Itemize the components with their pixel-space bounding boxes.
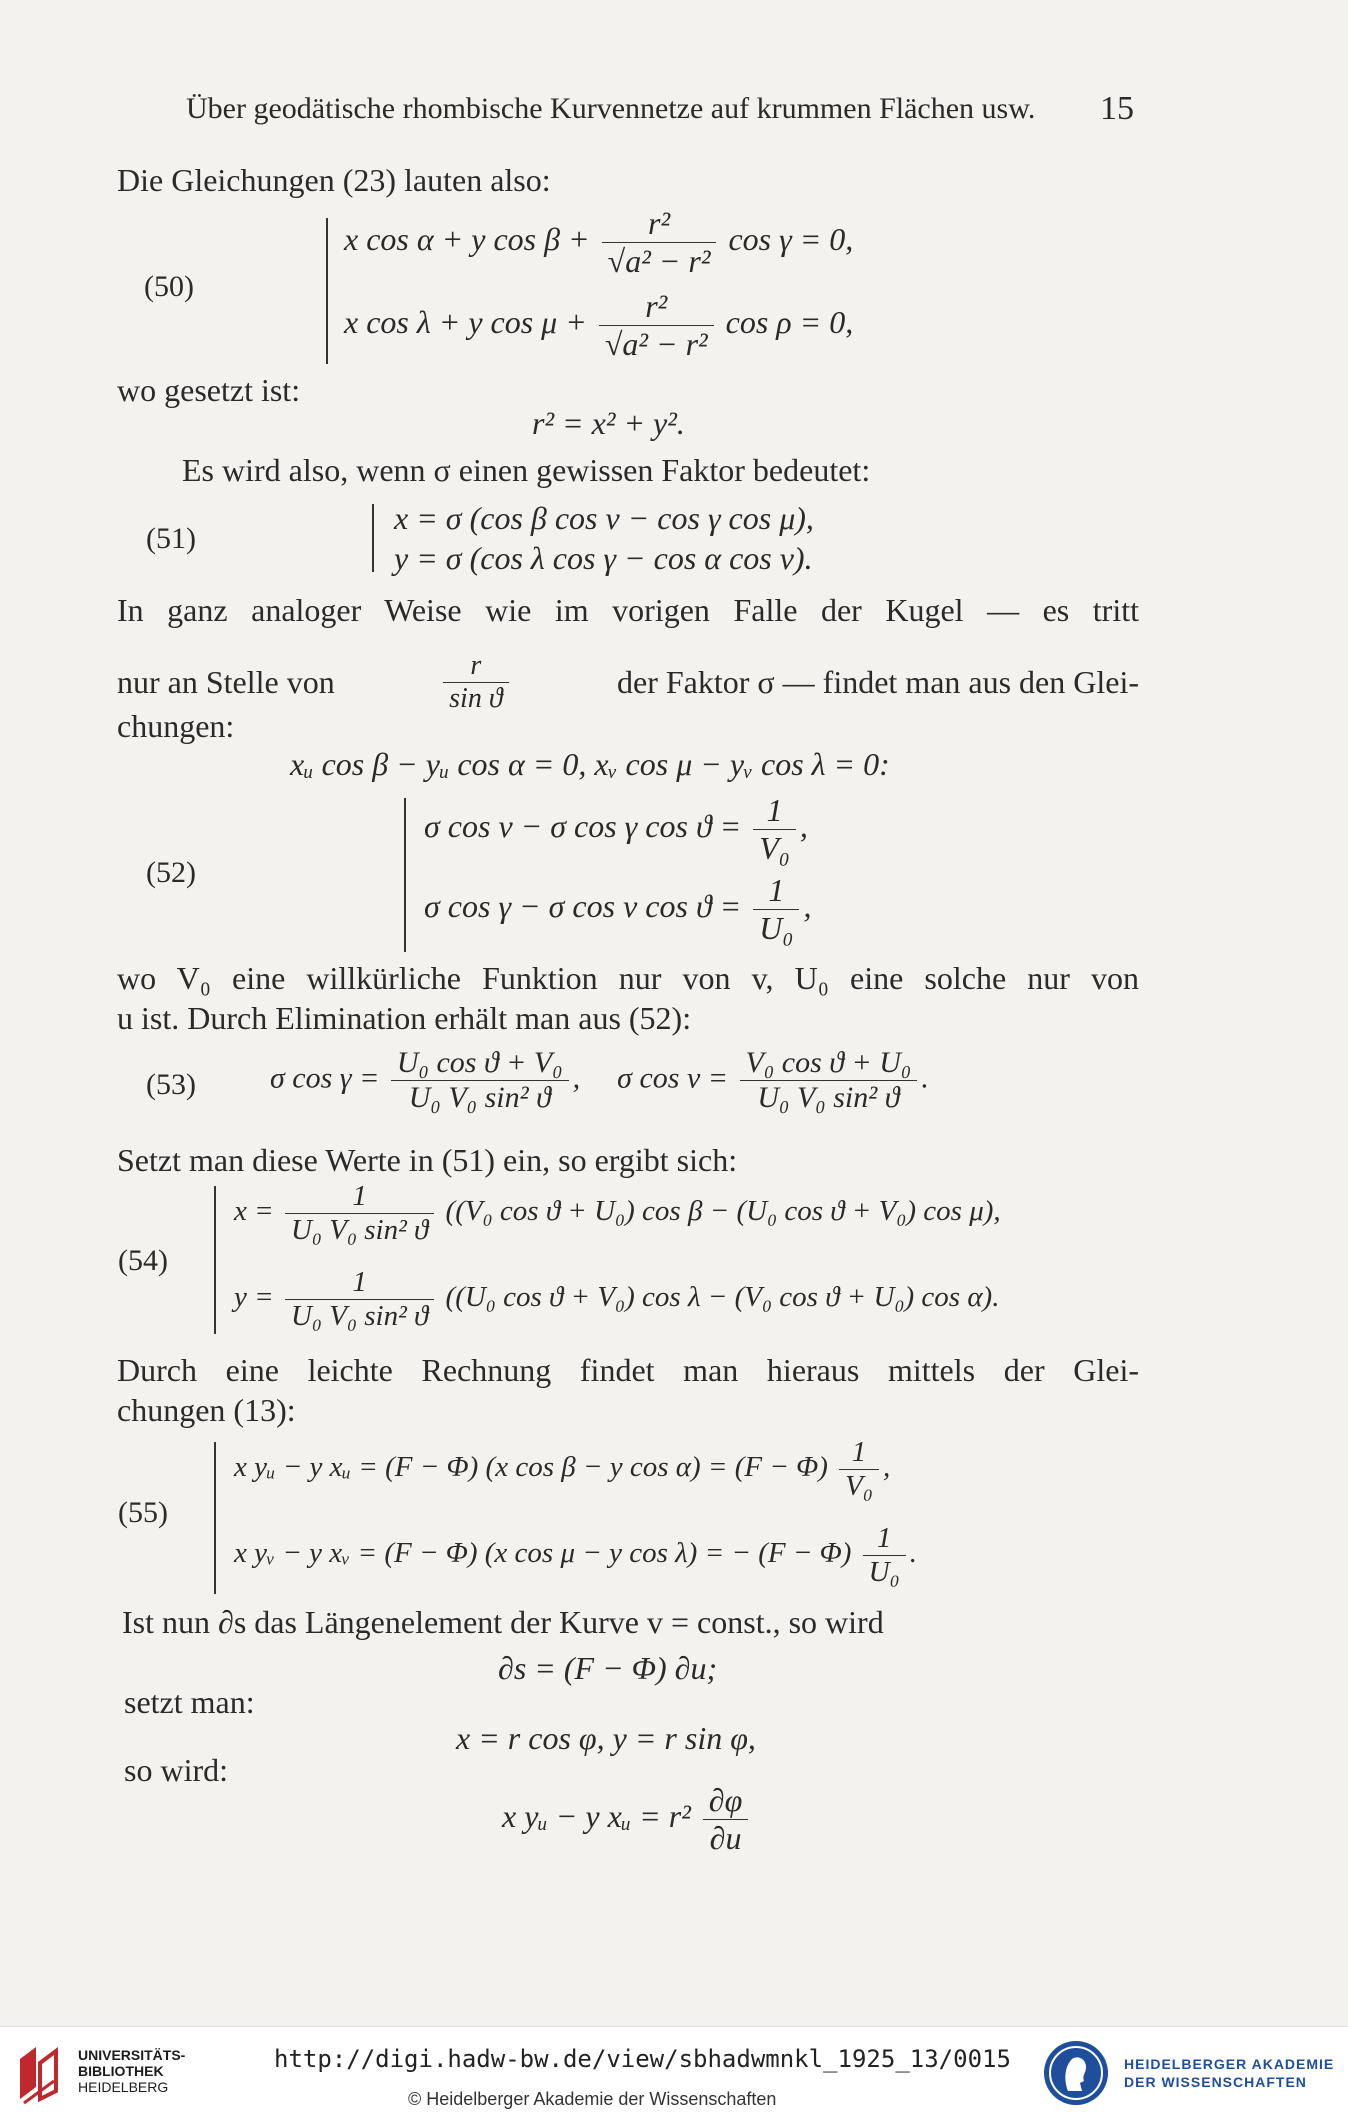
equation-line: y = $\frac{1}{\text{U₀ V₀ sin² ϑ}}$ ((U₀ cos ϑ + V₀) cos λ − (V₀ cos ϑ + U₀) cos α). <box>234 1266 1000 1332</box>
equation-brace <box>372 504 374 572</box>
paragraph: wo gesetzt ist: <box>117 372 301 408</box>
paragraph: chungen: <box>117 708 235 744</box>
equation-brace <box>326 218 328 364</box>
library-name: UNIVERSITÄTS- BIBLIOTHEK HEIDELBERG <box>78 2047 186 2095</box>
equation: x yᵤ − y xᵤ = r² $\frac{\partial\varphi}{\partial u}$ <box>502 1782 752 1857</box>
academy-name: HEIDELBERGER AKADEMIE DER WISSENSCHAFTEN <box>1124 2056 1335 2090</box>
equation-line: x cos α + y cos β + $\frac{\text{r²}}{\text{√a² − r²}}$ cos γ = 0, <box>344 205 854 279</box>
page-number: 15 <box>1100 90 1134 127</box>
paragraph: In ganz analoger Weise wie im vorigen Falle der Kugel — es tritt <box>117 592 1139 628</box>
equation-label: (54) <box>118 1244 168 1277</box>
equation-label: (53) <box>146 1068 196 1101</box>
equation-line: σ cos ν − σ cos γ cos ϑ = $\frac{1}{\text{V₀}}$ , <box>424 792 808 866</box>
equation-label: (50) <box>144 270 194 303</box>
equation-line: x = $\frac{1}{\text{U₀ V₀ sin² ϑ}}$ ((V₀ cos ϑ + U₀) cos β − (U₀ cos ϑ + V₀) cos μ), <box>234 1180 1001 1246</box>
equation: ∂s = (F − Φ) ∂u; <box>498 1650 718 1686</box>
document-url[interactable]: http://digi.hadw-bw.de/view/sbhadwmnkl_1925_13/0015 <box>274 2045 1011 2073</box>
equation-brace <box>214 1442 216 1594</box>
equation: xᵤ cos β − yᵤ cos α = 0, xᵥ cos μ − yᵥ cos λ = 0: <box>290 746 890 782</box>
paragraph: Ist nun ∂s das Längenelement der Kurve v = const., so wird <box>122 1604 884 1640</box>
paragraph: chungen (13): <box>117 1392 296 1428</box>
paragraph: wo V₀ eine willkürliche Funktion nur von v, U₀ eine solche nur von <box>117 960 1139 996</box>
paragraph: Setzt man diese Werte in (51) ein, so ergibt sich: <box>117 1142 738 1178</box>
equation-brace <box>214 1186 216 1334</box>
footer-bar <box>0 2026 1348 2122</box>
paragraph: so wird: <box>124 1752 228 1788</box>
equation-line: x yᵥ − y xᵥ = (F − Φ) (x cos μ − y cos λ) = − (F − Φ) $\frac{1}{\text{U₀}}$ . <box>234 1522 917 1588</box>
equation: r² = x² + y². <box>532 405 685 441</box>
equation-line: x yᵤ − y xᵤ = (F − Φ) (x cos β − y cos α) = (F − Φ) $\frac{1}{\text{V₀}}$ , <box>234 1436 891 1502</box>
paragraph: u ist. Durch Elimination erhält man aus (52): <box>117 1000 692 1036</box>
equation-label: (55) <box>118 1496 168 1529</box>
equation-line: x = σ (cos β cos ν − cos γ cos μ), <box>394 500 814 536</box>
academy-logo-icon <box>1040 2037 1112 2109</box>
equation: x = r cos φ, y = r sin φ, <box>456 1720 756 1756</box>
paragraph: setzt man: <box>124 1684 255 1720</box>
copyright-notice: © Heidelberger Akademie der Wissenschaften <box>408 2089 777 2109</box>
paragraph: Durch eine leichte Rechnung findet man hieraus mittels der Glei- <box>117 1352 1139 1388</box>
equation-line: y = σ (cos λ cos γ − cos α cos ν). <box>394 540 813 576</box>
running-title: Über geodätische rhombische Kurvennetze auf krummen Flächen usw. <box>186 92 1036 125</box>
equation-label: (52) <box>146 856 196 889</box>
equation-line: x cos λ + y cos μ + $\frac{\text{r²}}{\text{√a² − r²}}$ cos ρ = 0, <box>344 288 854 362</box>
equation-line: σ cos γ = $\frac{\text{U₀ cos ϑ + V₀}}{\text{U₀ V₀ sin² ϑ}}$ , σ cos ν = $\frac{\text{V₀ cos ϑ + U₀}}{\text{U₀ V₀ sin² ϑ}}$ . <box>270 1046 929 1114</box>
equation-brace <box>404 798 406 952</box>
paragraph: nur an Stelle von $\frac{r}{\text{sin ϑ}}$ der Faktor σ — findet man aus den Glei- <box>117 650 1139 714</box>
paragraph: Es wird also, wenn σ einen gewissen Faktor bedeutet: <box>182 452 871 488</box>
library-logo-icon <box>14 2041 66 2105</box>
equation-label: (51) <box>146 522 196 555</box>
paragraph: Die Gleichungen (23) lauten also: <box>117 162 551 198</box>
equation-line: σ cos γ − σ cos ν cos ϑ = $\frac{1}{\text{U₀}}$ , <box>424 872 812 946</box>
